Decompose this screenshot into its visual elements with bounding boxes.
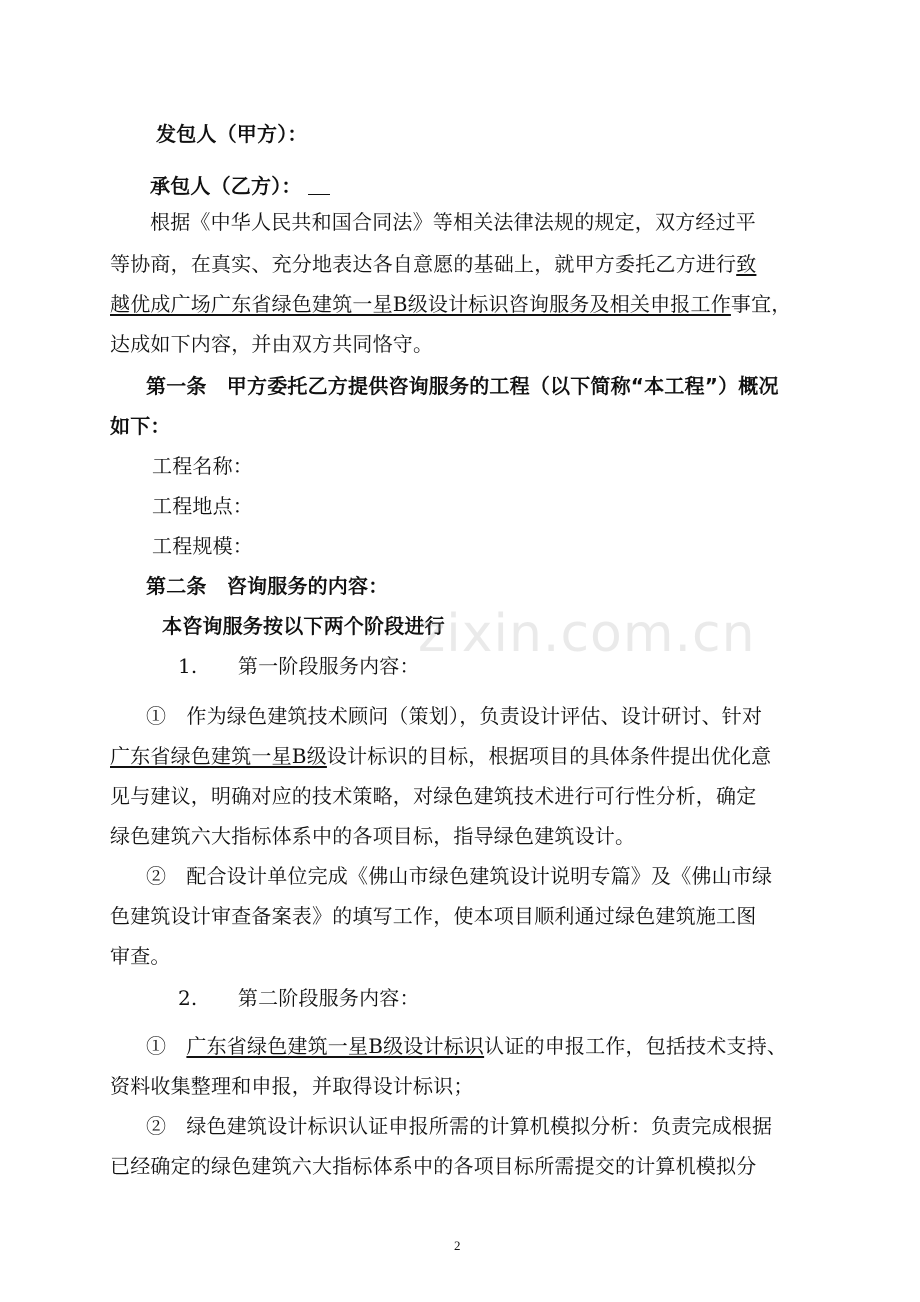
party-b-line [150, 172, 330, 200]
intro-line-2-text: 等协商，在真实、充分地表达各自意愿的基础上，就甲方委托乙方进行 [110, 252, 737, 276]
standard-name-underlined-2: 广东省绿色建筑一星B级设计标识 [186, 1034, 485, 1058]
stage-2-item-1-line-1 [146, 1032, 787, 1060]
stage-1-item-2-line-3: 审查。 [110, 944, 171, 968]
article-1-line-1: 第一条 甲方委托乙方提供咨询服务的工程（以下简称“本工程”）概况 [146, 374, 779, 398]
party-b-blank [308, 174, 330, 195]
intro-line-1: 根据《中华人民共和国合同法》等相关法律法规的规定，双方经过平 [150, 210, 756, 234]
party-b-label: 承包人（乙方）： [150, 174, 302, 198]
stage-1-item-2-line-1: ② 配合设计单位完成《佛山市绿色建筑设计说明专篇》及《佛山市绿 [146, 864, 773, 888]
page-number: 2 [454, 1238, 461, 1253]
stage-1-item-1-line-2-tail: 设计标识的目标，根据项目的具体条件提出优化意 [326, 744, 772, 768]
site-watermark: zixin.com.cn [418, 604, 756, 664]
stage-1-item-1-line-1: ① 作为绿色建筑技术顾问（策划），负责设计评估、设计研讨、针对 [146, 704, 763, 728]
stage-2-item-1-line-1-tail: 认证的申报工作，包括技术支持、 [484, 1034, 788, 1058]
article-2-title: 第二条 咨询服务的内容： [146, 574, 389, 598]
stage-1-item-1-line-4: 绿色建筑六大指标体系中的各项目标，指导绿色建筑设计。 [110, 824, 636, 848]
stage-2-item-2-line-1: ② 绿色建筑设计标识认证申报所需的计算机模拟分析：负责完成根据 [146, 1114, 773, 1138]
stage-1-item-2-line-2: 色建筑设计审查备案表》的填写工作，使本项目顺利通过绿色建筑施工图 [110, 904, 757, 928]
stage-1-item-1-line-3: 见与建议，明确对应的技术策略，对绿色建筑技术进行可行性分析，确定 [110, 784, 757, 808]
intro-line-3-tail: 事宜， [730, 292, 792, 316]
intro-line-2 [110, 250, 756, 278]
project-scale-field: 工程规模： [152, 534, 253, 558]
project-name-underlined-start: 致 [736, 252, 757, 276]
standard-name-underlined: 广东省绿色建筑一星B级 [110, 744, 327, 768]
stage-1-heading: 1. 第一阶段服务内容： [178, 654, 420, 678]
stage-2-item-1-line-2: 资料收集整理和申报，并取得设计标识； [110, 1074, 474, 1098]
project-location-field: 工程地点： [152, 494, 253, 518]
project-name-underlined: 越优成广场广东省绿色建筑一星B级设计标识咨询服务及相关申报工作 [110, 292, 731, 316]
stage-2-heading: 2. 第二阶段服务内容： [178, 986, 420, 1010]
stage-1-item-1-line-2 [110, 742, 771, 770]
project-name-field: 工程名称： [152, 454, 253, 478]
intro-line-4: 达成如下内容，并由双方共同恪守。 [110, 332, 434, 356]
article-2-subtitle: 本咨询服务按以下两个阶段进行 [162, 614, 445, 638]
article-1-line-2: 如下： [110, 414, 171, 438]
stage-2-item-1-marker: ① [146, 1034, 187, 1058]
party-a-label: 发包人（甲方）： [156, 122, 308, 146]
stage-2-item-2-line-2: 已经确定的绿色建筑六大指标体系中的各项目标所需提交的计算机模拟分 [110, 1154, 757, 1178]
intro-line-3 [110, 290, 792, 318]
